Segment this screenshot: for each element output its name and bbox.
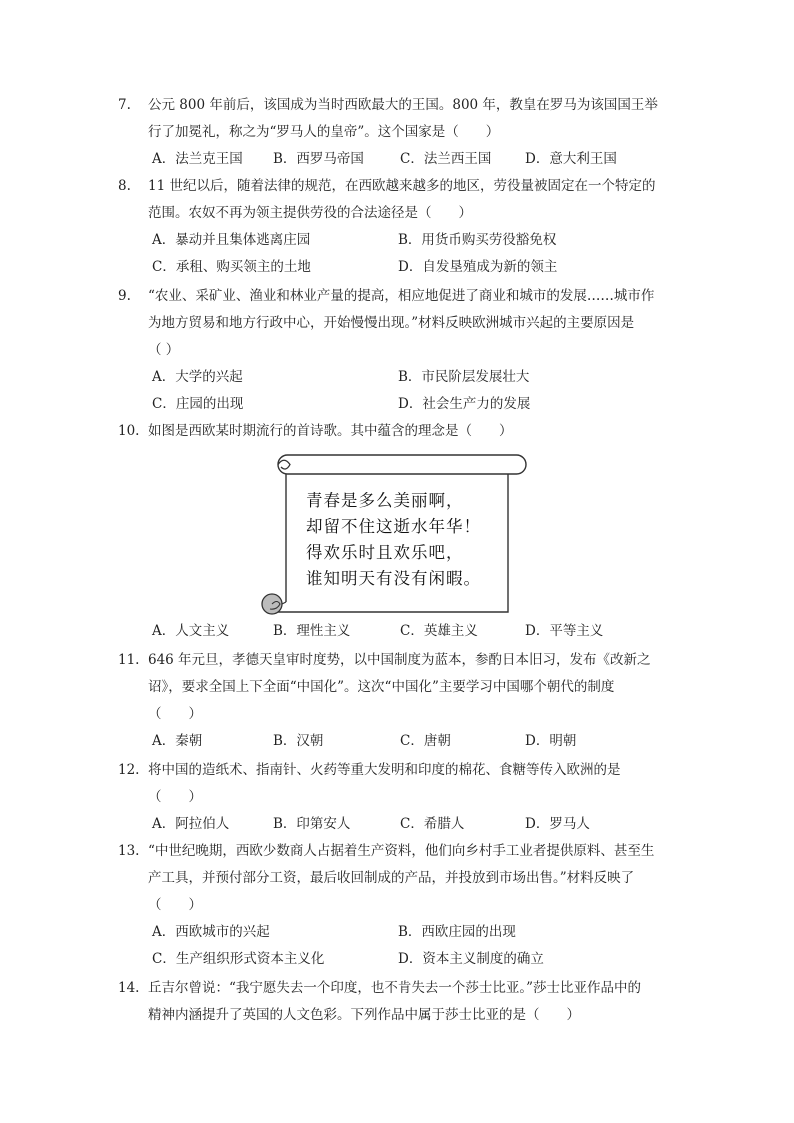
stem-line: （ ） bbox=[148, 706, 202, 722]
option-a[interactable]: A．人文主义 bbox=[152, 623, 230, 639]
question-number: 7. bbox=[118, 97, 131, 113]
question-11 bbox=[118, 647, 678, 755]
options-row bbox=[148, 146, 678, 173]
option-c[interactable]: C．希腊人 bbox=[400, 816, 465, 832]
option-c[interactable]: C．庄园的出现 bbox=[152, 396, 244, 412]
question-14 bbox=[118, 975, 678, 1029]
stem-line: 11 世纪以后，随着法律的规范，在西欧越来越多的地区，劳役量被固定在一个特定的 bbox=[148, 178, 656, 194]
stem-line: 将中国的造纸术、指南针、火药等重大发明和印度的棉花、食糖等传入欧洲的是 bbox=[148, 762, 621, 778]
question-stem bbox=[148, 418, 678, 445]
question-8 bbox=[118, 173, 678, 281]
option-c[interactable]: C．承租、购买领主的土地 bbox=[152, 259, 311, 275]
option-c[interactable]: C．法兰西王国 bbox=[400, 151, 492, 167]
stem-line: 646 年元旦，孝德天皇审时度势，以中国制度为蓝本，参酌日本旧习，发布《改新之 bbox=[148, 652, 651, 668]
option-b[interactable]: B．西欧庄园的出现 bbox=[398, 924, 516, 940]
option-a[interactable]: A．暴动并且集体逃离庄园 bbox=[152, 232, 311, 248]
options-row bbox=[148, 728, 678, 755]
stem-line: 公元 800 年前后，该国成为当时西欧最大的王国。800 年，教皇在罗马为该国国王举 bbox=[148, 97, 658, 113]
stem-line: （ ） bbox=[148, 897, 202, 913]
poem-line: 谁知明天有没有闲暇。 bbox=[306, 569, 481, 588]
question-number: 14. bbox=[118, 980, 140, 996]
question-number: 13. bbox=[118, 843, 140, 859]
poem-text bbox=[306, 488, 481, 592]
stem-line: 精神内涵提升了英国的人文色彩。下列作品中属于莎士比亚的是（ ） bbox=[148, 1007, 580, 1023]
option-b[interactable]: B．汉朝 bbox=[273, 733, 324, 749]
options-row bbox=[148, 364, 678, 391]
option-d[interactable]: D．资本主义制度的确立 bbox=[398, 951, 544, 967]
question-stem bbox=[148, 283, 678, 364]
question-number: 8. bbox=[118, 178, 131, 194]
option-a[interactable]: A．秦朝 bbox=[152, 733, 203, 749]
question-10 bbox=[118, 418, 678, 445]
stem-line: “农业、采矿业、渔业和林业产量的提高，相应地促进了商业和城市的发展……城市作 bbox=[148, 288, 655, 304]
option-b[interactable]: B．西罗马帝国 bbox=[273, 151, 364, 167]
option-b[interactable]: B．市民阶层发展壮大 bbox=[398, 369, 530, 385]
option-d[interactable]: D．平等主义 bbox=[525, 623, 604, 639]
question-9 bbox=[118, 283, 678, 418]
option-d[interactable]: D．社会生产力的发展 bbox=[398, 396, 531, 412]
option-b[interactable]: B．印第安人 bbox=[273, 816, 351, 832]
question-stem bbox=[148, 838, 678, 919]
options-row bbox=[148, 618, 678, 645]
question-12 bbox=[118, 757, 678, 838]
options-row bbox=[148, 227, 678, 254]
option-a[interactable]: A．法兰克王国 bbox=[152, 151, 243, 167]
option-d[interactable]: D．罗马人 bbox=[525, 816, 590, 832]
option-d[interactable]: D．明朝 bbox=[525, 733, 577, 749]
option-a[interactable]: A．大学的兴起 bbox=[152, 369, 243, 385]
question-number: 10. bbox=[118, 423, 140, 439]
stem-line: 如图是西欧某时期流行的首诗歌。其中蕴含的理念是（ ） bbox=[148, 423, 513, 439]
stem-line: 范围。农奴不再为领主提供劳役的合法途径是（ ） bbox=[148, 205, 472, 221]
poem-line: 得欢乐时且欢乐吧， bbox=[306, 543, 464, 562]
question-13 bbox=[118, 838, 678, 973]
question-stem bbox=[148, 173, 678, 227]
options-row bbox=[148, 919, 678, 946]
option-c[interactable]: C．生产组织形式资本主义化 bbox=[152, 951, 325, 967]
option-d[interactable]: D．意大利王国 bbox=[525, 151, 617, 167]
question-7 bbox=[118, 92, 678, 173]
option-d[interactable]: D．自发垦殖成为新的领主 bbox=[398, 259, 558, 275]
question-number: 9. bbox=[118, 288, 131, 304]
question-stem bbox=[148, 647, 678, 728]
stem-line: 行了加冕礼，称之为“罗马人的皇帝”。这个国家是（ ） bbox=[148, 124, 500, 140]
option-a[interactable]: A．西欧城市的兴起 bbox=[152, 924, 270, 940]
option-c[interactable]: C．英雄主义 bbox=[400, 623, 478, 639]
stem-line: （ ） bbox=[148, 342, 180, 358]
question-number: 11. bbox=[118, 652, 140, 668]
stem-line: 为地方贸易和地方行政中心，开始慢慢出现。”材料反映欧洲城市兴起的主要原因是 bbox=[148, 315, 635, 331]
stem-line: （ ） bbox=[148, 789, 202, 805]
poem-line: 却留不住这逝水年华！ bbox=[306, 517, 481, 536]
options-row bbox=[148, 811, 678, 838]
question-stem bbox=[148, 975, 678, 1029]
option-b[interactable]: B．理性主义 bbox=[273, 623, 351, 639]
poem-line: 青春是多么美丽啊， bbox=[306, 491, 464, 510]
option-b[interactable]: B．用货币购买劳役豁免权 bbox=[398, 232, 557, 248]
stem-line: 诏》，要求全国上下全面“中国化”。这次“中国化”主要学习中国哪个朝代的制度 bbox=[148, 679, 615, 695]
options-row bbox=[148, 254, 678, 281]
question-stem bbox=[148, 92, 678, 146]
question-stem bbox=[148, 757, 678, 811]
options-row bbox=[148, 946, 678, 973]
question-10-options bbox=[118, 618, 678, 645]
option-a[interactable]: A．阿拉伯人 bbox=[152, 816, 230, 832]
option-c[interactable]: C．唐朝 bbox=[400, 733, 451, 749]
stem-line: “中世纪晚期，西欧少数商人占据着生产资料，他们向乡村手工业者提供原料、甚至生 bbox=[148, 843, 655, 859]
stem-line: 产工具，并预付部分工资，最后收回制成的产品，并投放到市场出售。”材料反映了 bbox=[148, 870, 635, 886]
question-number: 12. bbox=[118, 762, 140, 778]
stem-line: 丘吉尔曾说：“我宁愿失去一个印度，也不肯失去一个莎士比亚。”莎士比亚作品中的 bbox=[148, 980, 642, 996]
options-row bbox=[148, 391, 678, 418]
scroll-top-roll bbox=[278, 455, 526, 474]
